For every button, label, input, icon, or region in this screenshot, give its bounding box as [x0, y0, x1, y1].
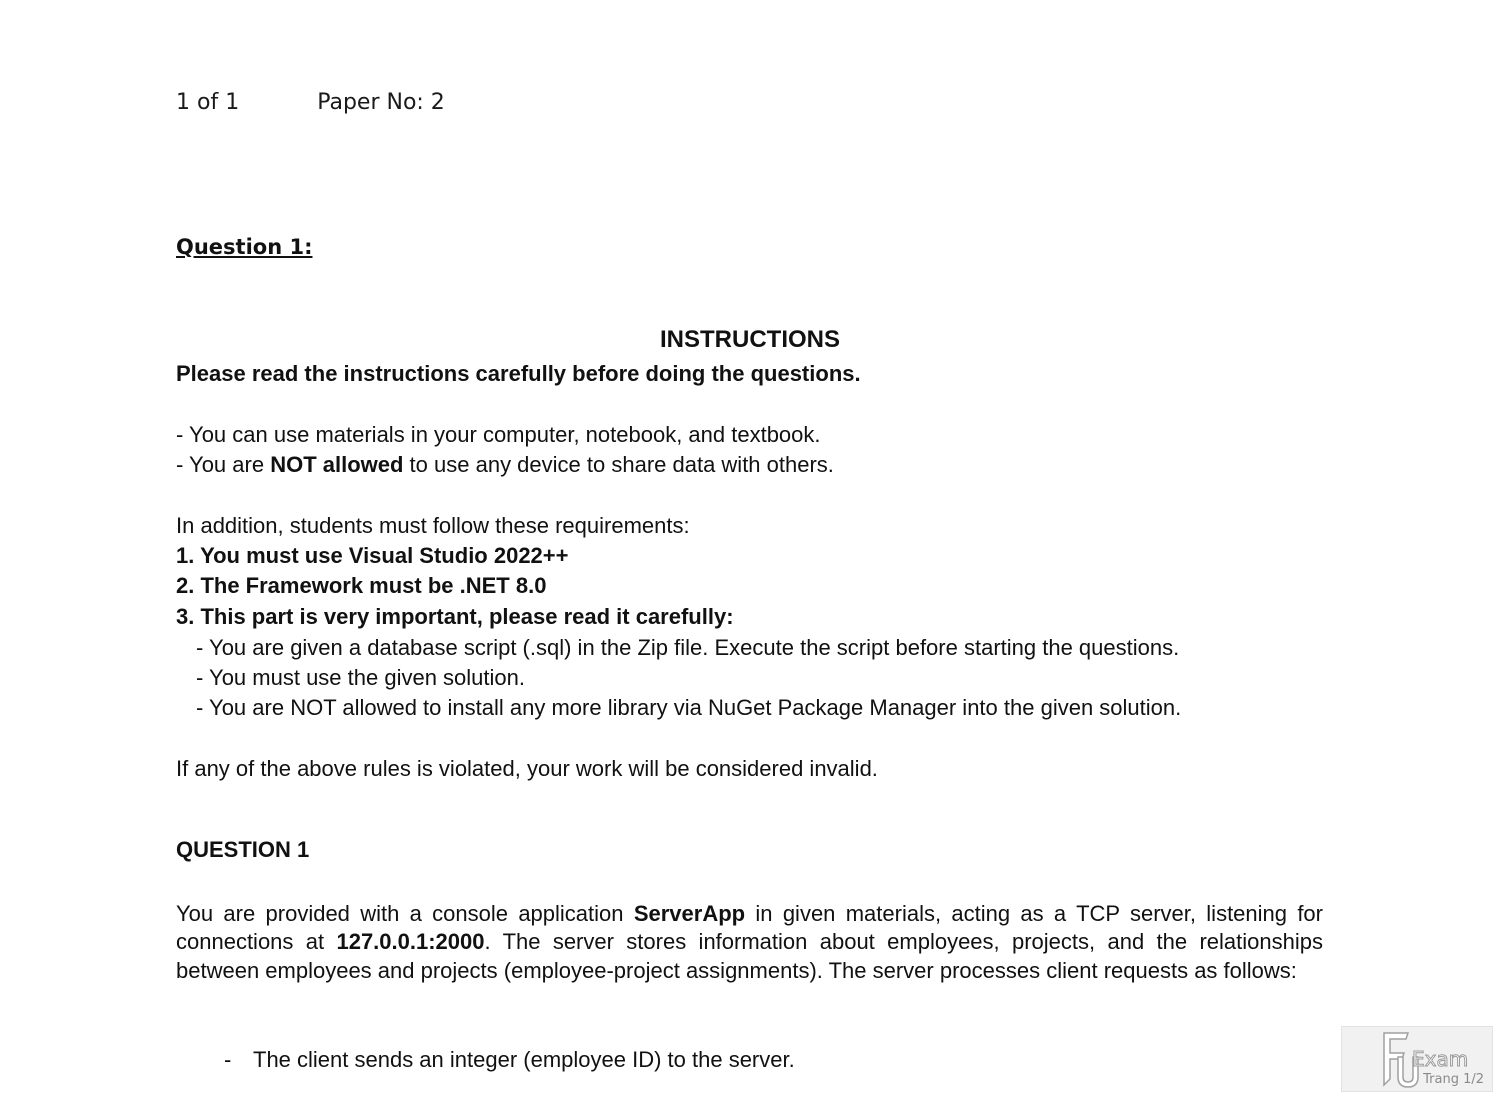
list-item: [224, 1047, 795, 1073]
requirements-intro: In addition, students must follow these requirements:: [176, 513, 690, 538]
paper-number: Paper No: 2: [317, 90, 445, 115]
rule-no-sharing-suffix: to use any device to share data with others.: [403, 452, 834, 477]
question-1-title: QUESTION 1: [176, 837, 310, 862]
rule-no-sharing-prefix: - You are: [176, 452, 271, 477]
rule-no-sharing-emphasis: NOT allowed: [270, 452, 404, 477]
server-app-name: ServerApp: [633, 901, 746, 926]
rule-no-sharing: [176, 451, 834, 479]
sub-requirement-no-nuget: - You are NOT allowed to install any more library via NuGet Package Manager into the given solution.: [196, 695, 1182, 720]
requirement-visual-studio: 1. You must use Visual Studio 2022++: [176, 543, 569, 568]
page-header: [176, 90, 445, 115]
sub-requirement-given-solution: - You must use the given solution.: [196, 665, 525, 690]
sub-requirement-database-script: - You are given a database script (.sql) in the Zip file. Execute the script before starting the questions.: [196, 635, 1180, 660]
description-text-3: . The server stores information about employees, projects, and the relationships between employees and projects (employee-project assignments). The server processes client requests as follows:: [176, 929, 1323, 983]
question-heading: Question 1:: [176, 235, 313, 259]
requirement-important: 3. This part is very important, please read it carefully:: [176, 604, 734, 629]
question-1-description: [176, 900, 1323, 985]
page-count: 1 of 1: [176, 90, 240, 115]
exam-watermark: [1341, 1026, 1493, 1092]
bullet-text: The client sends an integer (employee ID) to the server.: [253, 1047, 795, 1072]
page-indicator: Trang 1/2: [1423, 1072, 1484, 1087]
instructions-title: INSTRUCTIONS: [660, 326, 840, 353]
server-address: 127.0.0.1:2000: [336, 929, 485, 955]
description-text-1: You are provided with a console application: [176, 901, 634, 926]
requirement-framework: 2. The Framework must be .NET 8.0: [176, 573, 547, 598]
description-text-2: in given materials, acting as a TCP server, listening for connections at: [176, 901, 1323, 955]
rules-warning: If any of the above rules is violated, your work will be considered invalid.: [176, 756, 878, 781]
instructions-subtitle: Please read the instructions carefully before doing the questions.: [176, 361, 861, 386]
bullet-dash: -: [224, 1047, 232, 1072]
rule-materials: - You can use materials in your computer, notebook, and textbook.: [176, 422, 821, 447]
watermark-logo-text: Exam: [1412, 1047, 1469, 1071]
